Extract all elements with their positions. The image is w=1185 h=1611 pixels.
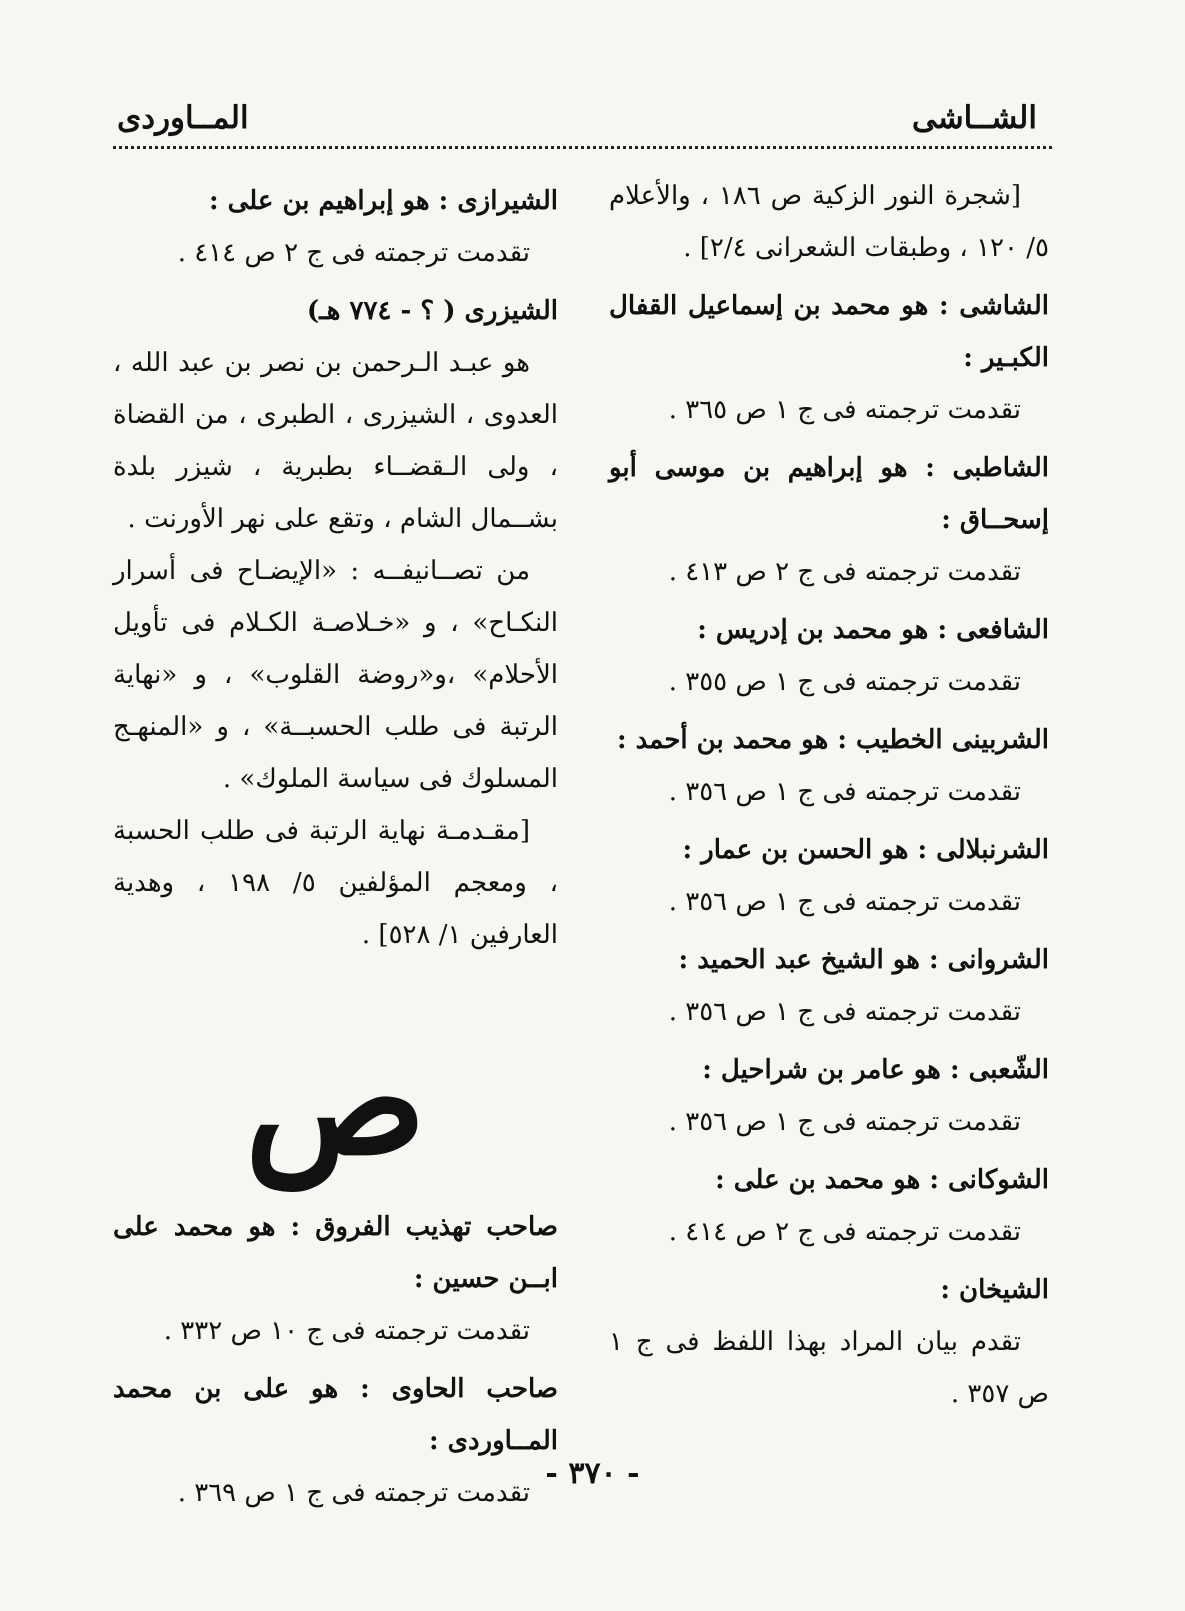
entry-shizari — [113, 285, 558, 961]
entry-works: من تصــانيفــه : «الإيضـاح فى أسرار النكـاح» ، و «خـلاصـة الكـلام فى تأويل الأحلام» ،و«روضة القلوب» ، و «نهاية الرتبة فى طلب الحسبــة» ، و «المنهـج المسلوك فى سياسة الملوك» . — [113, 556, 558, 794]
entry-reference: تقدمت ترجمته فى ج ١ ص ٣٥٦ . — [668, 777, 1021, 807]
entry-heading: الشيرازى : هو إبراهيم بن على : — [208, 186, 558, 216]
entry-reference: تقدمت ترجمته فى ج ١ ص ٣٥٦ . — [668, 997, 1021, 1027]
entry-reference: تقدمت ترجمته فى ج ١ ص ٣٦٥ . — [668, 395, 1021, 425]
entry-sahib-hawi — [113, 1363, 558, 1519]
entry-reference: تقدمت ترجمته فى ج ١ ص ٣٥٦ . — [668, 887, 1021, 917]
entry-heading: الشاطبى : هو إبراهيم بن موسى أبو إسحــاق : — [609, 453, 1049, 535]
entry-reference: تقدمت ترجمته فى ج ٢ ص ٤١٣ . — [668, 557, 1021, 587]
entry-biography: هو عبـد الـرحمن بن نصر بن عبد الله ، العدوى ، الشيزرى ، الطبرى ، من القضاة ، ولى الـقضــاء بطبرية ، شيزر بلدة بشــمال الشام ، وتقع على نهر الأورنت . — [113, 348, 558, 534]
entry-heading: صاحب تهذيب الفروق : هو محمد على ابــن حسين : — [113, 1212, 558, 1294]
entry-heading: الشاشى : هو محمد بن إسماعيل القفال الكبـير : — [609, 291, 1049, 373]
entry-shawkani — [609, 1154, 1049, 1258]
left-column — [113, 175, 558, 1525]
entry-heading: الشيخان : — [940, 1275, 1049, 1305]
entry-sahib-tahdhib — [113, 1201, 558, 1357]
entry-reference: تقدمت ترجمته فى ج ١ ص ٣٦٩ . — [177, 1478, 530, 1508]
entry-heading: الشروانى : هو الشيخ عبد الحميد : — [678, 945, 1049, 975]
entry-reference: تقدمت ترجمته فى ج ١ ص ٣٥٦ . — [668, 1107, 1021, 1137]
section-letter: ص — [244, 1013, 427, 1189]
entry-heading: الشرنبلالى : هو الحسن بن عمار : — [682, 835, 1049, 865]
header-dotted-rule — [113, 146, 1052, 149]
entry-shirazi — [113, 175, 558, 279]
entry-shabi — [609, 1044, 1049, 1148]
entry-reference: تقدم بيان المراد بهذا اللفظ فى ج ١ ص ٣٥٧ . — [609, 1327, 1049, 1409]
entry-heading: الشوكانى : هو محمد بن على : — [715, 1165, 1049, 1195]
page-number: - ٣٧٠ - — [545, 1456, 640, 1491]
entry-heading: الشافعى : هو محمد بن إدريس : — [697, 615, 1049, 645]
entry-reference: تقدمت ترجمته فى ج ٢ ص ٤١٤ . — [177, 238, 530, 268]
entry-reference: تقدمت ترجمته فى ج ١٠ ص ٣٣٢ . — [163, 1316, 530, 1346]
entry-shurunbulali — [609, 824, 1049, 928]
entry-shafii — [609, 604, 1049, 708]
entry-heading: الشربينى الخطيب : هو محمد بن أحمد : — [616, 725, 1049, 755]
entry-sources: [مقـدمـة نهاية الرتبة فى طلب الحسبة ، ومعجم المؤلفين ٥/ ١٩٨ ، وهدية العارفين ١/ ٥٢٨] . — [113, 816, 559, 950]
entry-heading: الشّعبى : هو عامر بن شراحيل : — [702, 1055, 1049, 1085]
sources-text: [شجرة النور الزكية ص ١٨٦ ، والأعلام ٥/ ١٢٠ ، وطبقات الشعرانى ٢/٤] . — [609, 181, 1049, 263]
entry-shashi — [609, 280, 1049, 436]
entry-shatibi — [609, 442, 1049, 598]
continued-sources — [609, 170, 1049, 274]
entry-shirbini — [609, 714, 1049, 818]
entry-heading: صاحب الحاوى : هو على بن محمد المــاوردى : — [113, 1374, 558, 1456]
running-header-right: الشــاشى — [911, 100, 1037, 136]
entry-reference: تقدمت ترجمته فى ج ٢ ص ٤١٤ . — [668, 1217, 1021, 1247]
entry-heading: الشيزرى ( ؟ - ٧٧٤ هـ) — [306, 296, 558, 326]
entry-shaykhan — [609, 1264, 1049, 1420]
right-column — [609, 170, 1049, 1426]
entry-reference: تقدمت ترجمته فى ج ١ ص ٣٥٥ . — [668, 667, 1021, 697]
entry-shirwani — [609, 934, 1049, 1038]
running-header-left: المــاوردى — [117, 100, 249, 136]
